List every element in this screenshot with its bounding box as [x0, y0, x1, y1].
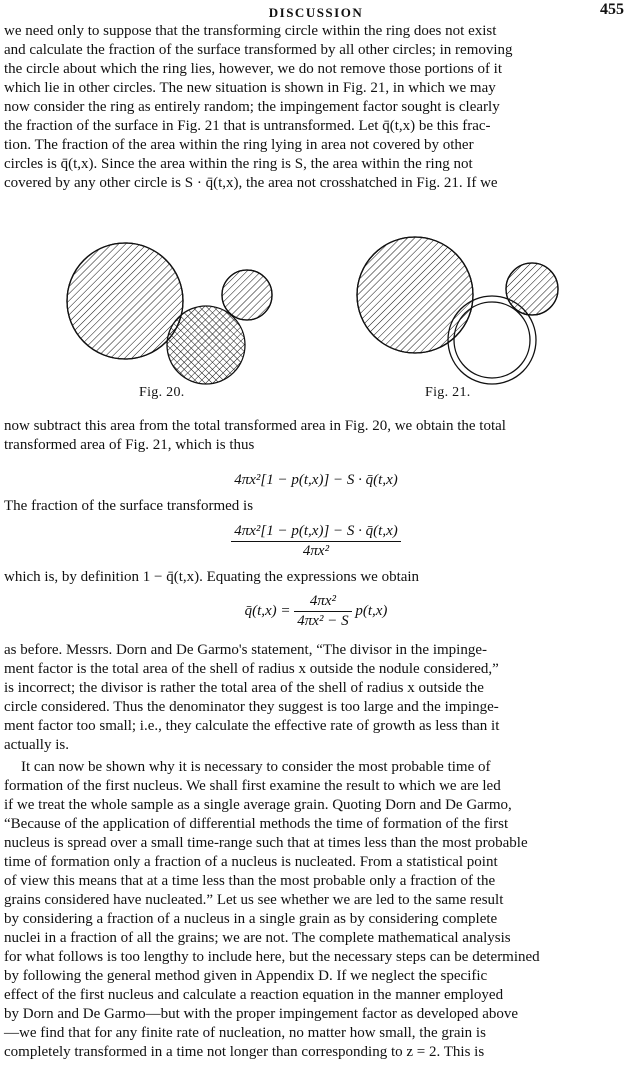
text-line: we need only to suppose that the transforming circle within the ring does not exist	[4, 23, 497, 39]
text-line: as before. Messrs. Dorn and De Garmo's statement, “The divisor in the impinge-	[4, 642, 487, 658]
figures-row	[0, 235, 632, 405]
text-line: time of formation only a fraction of a nucleus is nucleated. From a statistical point	[4, 854, 498, 870]
text-line: of view this means that at a time less than the most probable only a fraction of the	[4, 873, 496, 889]
text-line: —we find that for any finite rate of nucleation, no matter how small, the grain is	[4, 1025, 486, 1041]
text-line: for what follows is too lengthy to include here, but the necessary steps can be determined	[4, 949, 540, 965]
denominator: 4πx²	[302, 543, 330, 559]
text-line: completely transformed in a time not longer than corresponding to z = 2. This is	[4, 1044, 485, 1060]
text-line: covered by any other circle is S · q̄(t,x), the area not crosshatched in Fig. 21. If we	[4, 175, 498, 191]
ring-inner	[454, 302, 530, 378]
figures-drawing	[0, 235, 632, 385]
text-line: “Because of the application of differential methods the time of formation of the first	[4, 816, 509, 832]
text-line: transformed area of Fig. 21, which is thus	[4, 437, 255, 453]
text-line: is incorrect; the divisor is rather the total area of the shell of radius x outside the	[4, 680, 484, 696]
text-line: circle considered. Thus the denominator they suggest is too large and the impinge-	[4, 699, 499, 715]
nodule-crosshatch	[167, 306, 245, 384]
paragraph-4	[4, 758, 627, 1062]
text-line: It can now be shown why it is necessary to consider the most probable time of	[21, 759, 491, 775]
text-line: and calculate the fraction of the surface transformed by all other circles; in removing	[4, 42, 513, 58]
fig-21-caption: Fig. 21.	[425, 385, 471, 400]
text-line: ment factor is the total area of the shell of radius x outside the nodule considered,”	[4, 661, 499, 677]
text-line: formation of the first nucleus. We shall first examine the result to which we are led	[4, 778, 501, 794]
text-line: the fraction of the surface in Fig. 21 that is untransformed. Let q̄(t,x) be this frac-	[4, 118, 491, 134]
text-line: nuclei in a fraction of all the grains; we are not. The complete mathematical analysis	[4, 930, 511, 946]
fig-21-diagram	[357, 237, 558, 384]
text-line: by Dorn and De Garmo—but with the proper impingement factor as developed above	[4, 1006, 519, 1022]
fig-20-caption: Fig. 20.	[139, 385, 185, 400]
paragraph-2	[4, 417, 627, 455]
text-line: now subtract this area from the total transformed area in Fig. 20, we obtain the total	[4, 418, 506, 434]
paragraph-frac-intro	[4, 497, 627, 516]
paragraph-3	[4, 641, 627, 755]
fraction	[231, 522, 400, 561]
text-line: by considering a fraction of a nucleus in a single grain as by considering complete	[4, 911, 498, 927]
text-line: the circle about which the ring lies, however, we do not remove those portions of it	[4, 61, 503, 77]
equation-2	[0, 522, 632, 561]
paragraph-definition	[4, 568, 627, 587]
denominator: 4πx² − S	[297, 613, 349, 629]
text-line: circles is q̄(t,x). Since the area within the ring is S, the area within the ring not	[4, 156, 473, 172]
text-line: which is, by definition 1 − q̄(t,x). Equating the expressions we obtain	[4, 569, 420, 585]
text-line: now consider the ring as entirely random; the impingement factor sought is clearly	[4, 99, 500, 115]
paragraph-1	[4, 22, 627, 193]
numerator: 4πx²	[294, 592, 351, 612]
equation-1: 4πx²[1 − p(t,x)] − S · q̄(t,x)	[234, 472, 398, 488]
ring-outer	[448, 296, 536, 384]
page-number: 455	[600, 1, 624, 18]
text-line: tion. The fraction of the area within the ring lying in area not covered by other	[4, 137, 474, 153]
text-line: grains considered have nucleated.” Let us see whether we are led to the same result	[4, 892, 504, 908]
text-line: which lie in other circles. The new situation is shown in Fig. 21, in which we may	[4, 80, 496, 96]
equation-3	[0, 592, 632, 631]
eq3-lhs: q̄(t,x) =	[244, 602, 291, 619]
text-line: by following the general method given in Appendix D. If we neglect the specific	[4, 968, 488, 984]
text-line: if we treat the whole sample as a single average grain. Quoting Dorn and De Garmo,	[4, 797, 512, 813]
text-line: effect of the first nucleus and calculate a reaction equation in the manner employed	[4, 987, 504, 1003]
text-line: nucleus is spread over a small time-range such that at times less than the most probable	[4, 835, 528, 851]
numerator: 4πx²[1 − p(t,x)] − S · q̄(t,x)	[231, 522, 400, 542]
text-line: The fraction of the surface transformed is	[4, 498, 254, 514]
fig-20-diagram	[67, 243, 272, 384]
text-line: actually is.	[4, 737, 69, 753]
text-line: ment factor too small; i.e., they calculate the effective rate of growth as less than it	[4, 718, 500, 734]
running-header: DISCUSSION	[268, 5, 364, 20]
eq3-rhs: p(t,x)	[355, 602, 388, 619]
fraction	[294, 592, 351, 631]
